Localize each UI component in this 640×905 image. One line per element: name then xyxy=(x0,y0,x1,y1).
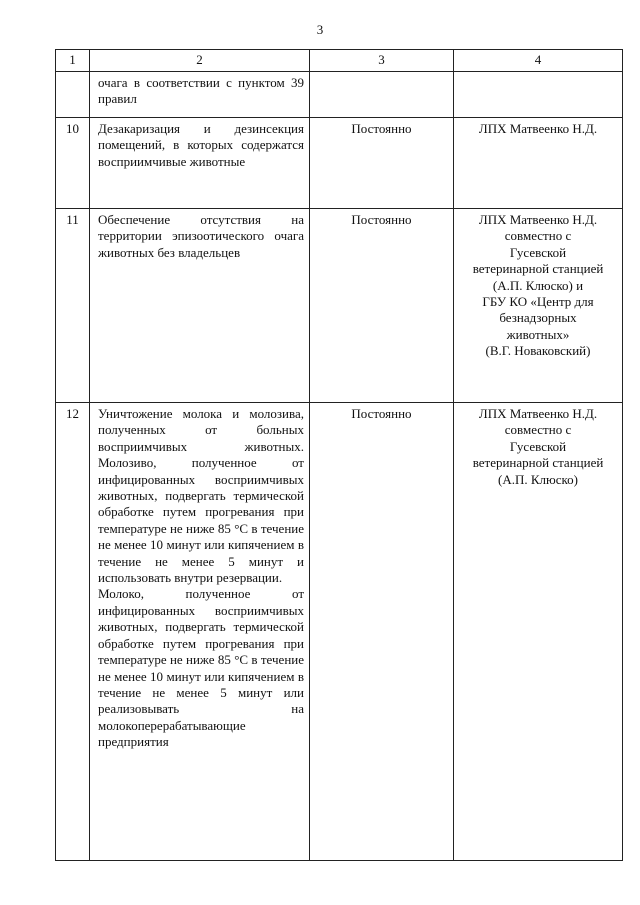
row-number xyxy=(56,72,90,118)
measure-term xyxy=(310,72,454,118)
measure-term: Постоянно xyxy=(310,403,454,861)
column-header-4: 4 xyxy=(454,50,623,72)
description-paragraph: Молоко, полученное от инфицированных восприимчивых животных, подвергать термической обработке путем прогревания при температуре не ниже 85 °С в течение не менее 10 минут или кипячением в течение не менее 5 минут или реализовывать на молокоперерабатывающие предприятия xyxy=(98,586,304,750)
page-number: 3 xyxy=(316,22,324,37)
measure-description xyxy=(90,403,310,861)
column-header-3: 3 xyxy=(310,50,454,72)
responsible-line: ветеринарной станцией xyxy=(472,455,604,471)
column-header-1: 1 xyxy=(56,50,90,72)
measure-term: Постоянно xyxy=(310,118,454,209)
responsible-line: Гусевской xyxy=(509,438,567,454)
responsible-line: (А.П. Клюско) и xyxy=(492,277,584,293)
table-row xyxy=(56,118,623,209)
measure-description xyxy=(90,72,310,118)
measure-responsible xyxy=(454,118,623,209)
description-paragraph: Уничтожение молока и молозива, полученных от больных восприимчивых животных. Молозиво, полученное от инфицированных восприимчивых животных, подвергать термической обработке путем прогревания при температуре не ниже 85 °С в течение не менее 10 минут или кипячением в течение не менее 5 минут и использовать внутри резервации. xyxy=(98,406,304,586)
table-row xyxy=(56,403,623,861)
column-header-2: 2 xyxy=(90,50,310,72)
responsible-line: (В.Г. Новаковский) xyxy=(485,343,591,359)
responsible-line: животных» xyxy=(506,326,570,342)
measure-description xyxy=(90,118,310,209)
measure-term: Постоянно xyxy=(310,209,454,403)
responsible-line: совместно с xyxy=(504,422,572,438)
responsible-line: ветеринарной станцией xyxy=(472,261,604,277)
description-text: очага в соответствии с пунктом 39 правил xyxy=(98,75,304,107)
measure-responsible xyxy=(454,209,623,403)
measures-table xyxy=(55,49,623,861)
responsible-line: Гусевской xyxy=(509,244,567,260)
table-row-continuation xyxy=(56,72,623,118)
responsible-line: совместно с xyxy=(504,228,572,244)
responsible-line: безнадзорных xyxy=(499,310,577,326)
measure-responsible xyxy=(454,72,623,118)
description-text: Дезакаризация и дезинсекция помещений, в которых содержатся восприимчивые животные xyxy=(98,121,304,169)
measure-description xyxy=(90,209,310,403)
row-number: 11 xyxy=(56,209,90,403)
table-row xyxy=(56,209,623,403)
responsible-line: (А.П. Клюско) xyxy=(498,471,578,487)
responsible-line: ЛПХ Матвеенко Н.Д. xyxy=(478,121,598,136)
row-number: 10 xyxy=(56,118,90,209)
responsible-line: ЛПХ Матвеенко Н.Д. xyxy=(478,406,598,421)
row-number: 12 xyxy=(56,403,90,861)
table-header-row xyxy=(56,50,623,72)
responsible-line: ГБУ КО «Центр для xyxy=(482,294,594,310)
description-text: Обеспечение отсутствия на территории эпизоотического очага животных без владельцев xyxy=(98,212,304,260)
measure-responsible xyxy=(454,403,623,861)
responsible-line: ЛПХ Матвеенко Н.Д. xyxy=(478,212,598,227)
